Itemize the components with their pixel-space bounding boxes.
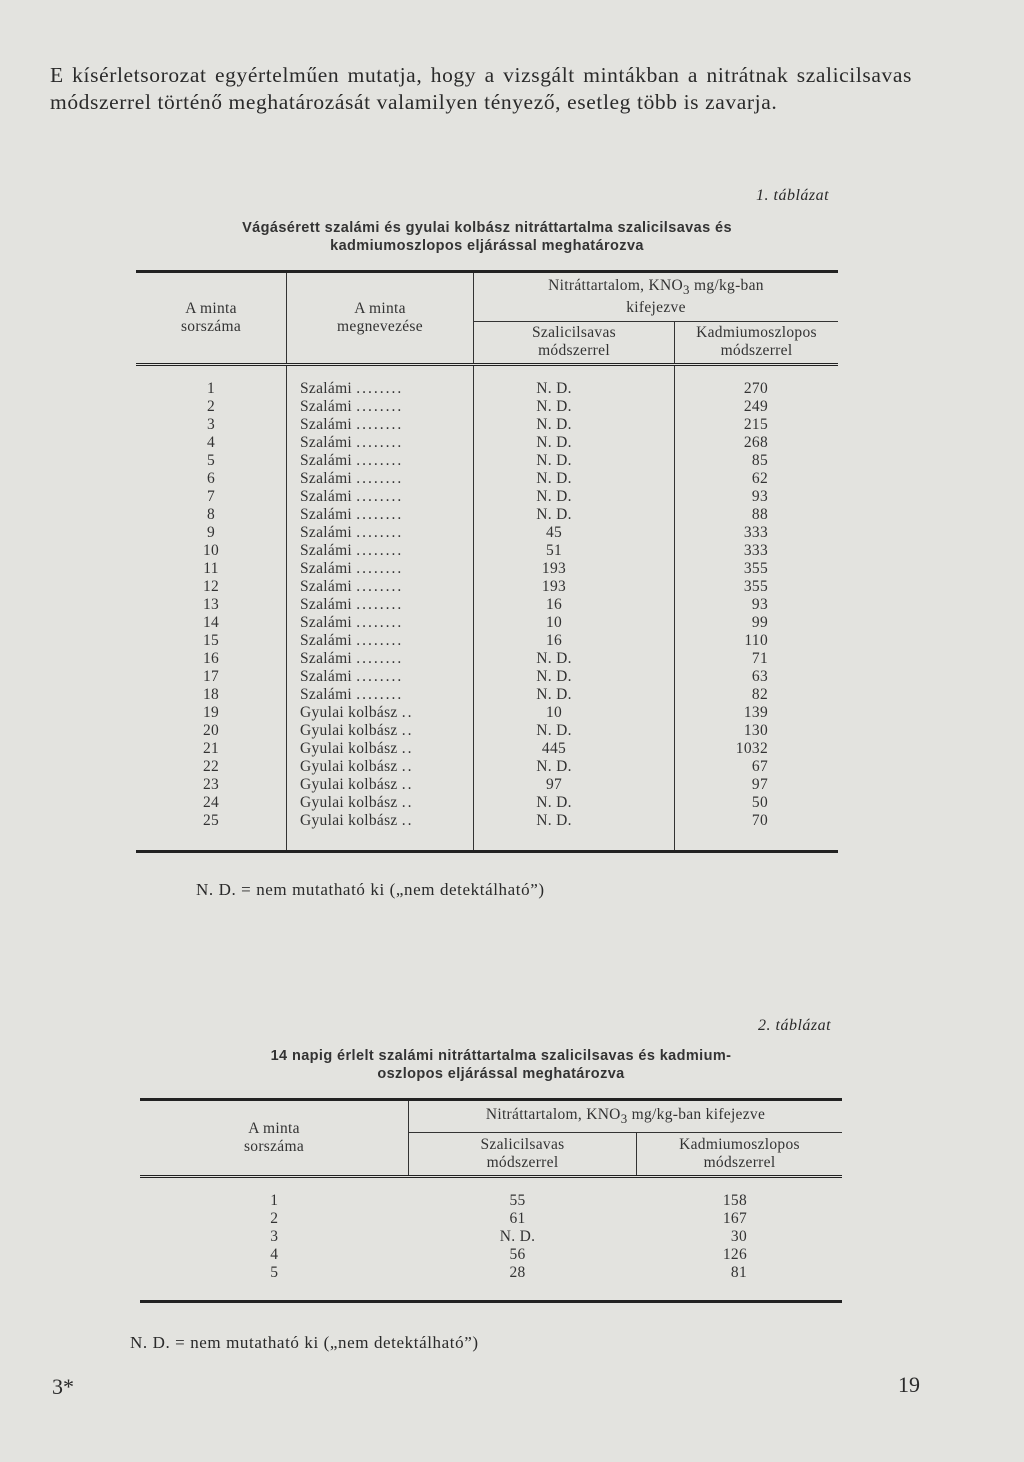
row-salicyl-value: 16 bbox=[474, 596, 675, 614]
table-row bbox=[136, 740, 838, 758]
row-cadmium-value: 93 bbox=[675, 596, 839, 614]
table-row bbox=[140, 1246, 842, 1264]
row-name-text: Szalámi bbox=[300, 668, 353, 685]
row-cadmium-value: 167 bbox=[722, 1210, 747, 1227]
row-salicyl-value: 28 bbox=[509, 1264, 526, 1281]
row-leader-dots: ........ bbox=[356, 434, 404, 451]
row-cadmium-value: 99 bbox=[675, 614, 839, 632]
row-salicyl-value: N. D. bbox=[474, 398, 675, 416]
row-name-text: Gyulai kolbász bbox=[300, 794, 398, 811]
table-row bbox=[140, 1177, 842, 1211]
row-cadmium-value: 355 bbox=[675, 578, 839, 596]
row-number: 20 bbox=[202, 722, 220, 739]
row-salicyl-value: N. D. bbox=[474, 470, 675, 488]
row-salicyl-value: N. D. bbox=[474, 668, 675, 686]
row-salicyl-value: N. D. bbox=[474, 650, 675, 668]
table2-group-header bbox=[409, 1100, 843, 1133]
row-name bbox=[287, 416, 474, 434]
table2-col-number-line2: sorszáma bbox=[243, 1138, 305, 1155]
row-number: 13 bbox=[202, 596, 220, 613]
table-row bbox=[136, 794, 838, 812]
table1-col-name bbox=[287, 272, 474, 365]
table-row bbox=[136, 632, 838, 650]
row-name-text: Szalámi bbox=[300, 434, 353, 451]
row-name bbox=[287, 686, 474, 704]
row-salicyl-value: N. D. bbox=[474, 452, 675, 470]
row-cadmium-value: 139 bbox=[675, 704, 839, 722]
row-leader-dots: .. bbox=[401, 794, 414, 811]
row-cadmium-value: 333 bbox=[675, 542, 839, 560]
row-name bbox=[287, 542, 474, 560]
table-row bbox=[140, 1228, 842, 1246]
row-salicyl-value: N. D. bbox=[474, 758, 675, 776]
row-cadmium-value: 270 bbox=[675, 365, 839, 399]
row-name bbox=[287, 365, 474, 399]
row-cadmium-value: 93 bbox=[675, 488, 839, 506]
table-row bbox=[136, 398, 838, 416]
row-name bbox=[287, 758, 474, 776]
row-leader-dots: .. bbox=[401, 776, 414, 793]
row-number: 18 bbox=[202, 686, 220, 703]
table2-body bbox=[140, 1177, 842, 1302]
row-salicyl-value: 51 bbox=[474, 542, 675, 560]
row-name-text: Gyulai kolbász bbox=[300, 758, 398, 775]
row-number: 25 bbox=[202, 812, 220, 829]
row-name-text: Szalámi bbox=[300, 686, 353, 703]
row-leader-dots: ........ bbox=[356, 632, 404, 649]
row-leader-dots: .. bbox=[401, 758, 414, 775]
row-name bbox=[287, 722, 474, 740]
table1-group-line2: kifejezve bbox=[626, 298, 686, 316]
row-cadmium-value: 85 bbox=[675, 452, 839, 470]
row-cadmium-value: 249 bbox=[675, 398, 839, 416]
row-number: 19 bbox=[202, 704, 220, 721]
table1-col-cadmium-line1: Kadmiumoszlopos bbox=[696, 324, 817, 342]
table-row bbox=[136, 722, 838, 740]
table1 bbox=[136, 270, 838, 853]
table-row bbox=[136, 524, 838, 542]
row-leader-dots: ........ bbox=[356, 488, 404, 505]
table1-group-post: mg/kg-ban bbox=[689, 276, 764, 294]
row-leader-dots: ........ bbox=[356, 578, 404, 595]
row-leader-dots: ........ bbox=[356, 668, 404, 685]
row-salicyl-value: 16 bbox=[474, 632, 675, 650]
row-cadmium-value: 30 bbox=[730, 1228, 747, 1245]
table-row bbox=[136, 488, 838, 506]
row-number: 5 bbox=[206, 452, 216, 469]
row-name-text: Szalámi bbox=[300, 470, 353, 487]
table1-col-cadmium bbox=[675, 321, 839, 364]
row-name bbox=[287, 434, 474, 452]
row-salicyl-value: 55 bbox=[509, 1192, 526, 1209]
row-cadmium-value: 70 bbox=[675, 812, 839, 852]
row-salicyl-value: N. D. bbox=[474, 416, 675, 434]
table1-col-salicyl bbox=[474, 321, 675, 364]
row-name-text: Szalámi bbox=[300, 596, 353, 613]
table-row bbox=[136, 470, 838, 488]
row-cadmium-value: 50 bbox=[675, 794, 839, 812]
row-cadmium-value: 130 bbox=[675, 722, 839, 740]
row-name bbox=[287, 668, 474, 686]
table-row bbox=[136, 365, 838, 399]
row-number: 3 bbox=[206, 416, 216, 433]
table2-title bbox=[196, 1047, 806, 1083]
row-number: 12 bbox=[202, 578, 220, 595]
row-cadmium-value: 63 bbox=[675, 668, 839, 686]
row-name-text: Szalámi bbox=[300, 542, 353, 559]
row-name bbox=[287, 632, 474, 650]
row-salicyl-value: N. D. bbox=[474, 722, 675, 740]
table-row bbox=[136, 668, 838, 686]
row-leader-dots: ........ bbox=[356, 614, 404, 631]
row-salicyl-value: N. D. bbox=[474, 434, 675, 452]
table2-col-salicyl bbox=[409, 1133, 637, 1177]
row-leader-dots: ........ bbox=[356, 560, 404, 577]
row-salicyl-value: 45 bbox=[474, 524, 675, 542]
row-name-text: Szalámi bbox=[300, 452, 353, 469]
table-row bbox=[136, 416, 838, 434]
table1-col-name-line2: megnevezése bbox=[337, 318, 423, 335]
row-leader-dots: ........ bbox=[356, 380, 404, 397]
table1-title bbox=[176, 219, 798, 255]
row-cadmium-value: 126 bbox=[722, 1246, 747, 1263]
row-name bbox=[287, 596, 474, 614]
row-name-text: Gyulai kolbász bbox=[300, 722, 398, 739]
row-number: 6 bbox=[206, 470, 216, 487]
row-leader-dots: ........ bbox=[356, 686, 404, 703]
table2-group-pre: Nitráttartalom, KNO bbox=[485, 1105, 621, 1123]
row-name bbox=[287, 506, 474, 524]
table2-group-sub: 3 bbox=[620, 1110, 628, 1126]
table1-title-line1: Vágásérett szalámi és gyulai kolbász nitráttartalma szalicilsavas és bbox=[242, 220, 732, 236]
row-number: 14 bbox=[202, 614, 220, 631]
table1-label: 1. táblázat bbox=[756, 187, 830, 204]
row-cadmium-value: 71 bbox=[675, 650, 839, 668]
row-leader-dots: .. bbox=[401, 704, 414, 721]
table-row bbox=[136, 776, 838, 794]
row-name-text: Gyulai kolbász bbox=[300, 704, 398, 721]
row-salicyl-value: N. D. bbox=[474, 812, 675, 852]
row-number: 4 bbox=[206, 434, 216, 451]
row-cadmium-value: 62 bbox=[675, 470, 839, 488]
table-row bbox=[136, 560, 838, 578]
row-number: 17 bbox=[202, 668, 220, 685]
row-name bbox=[287, 524, 474, 542]
row-name bbox=[287, 560, 474, 578]
row-number: 8 bbox=[206, 506, 216, 523]
table-row bbox=[136, 686, 838, 704]
row-number: 23 bbox=[202, 776, 220, 793]
row-salicyl-value: N. D. bbox=[474, 488, 675, 506]
row-number: 16 bbox=[202, 650, 220, 667]
row-name-text: Gyulai kolbász bbox=[300, 776, 398, 793]
table-row bbox=[136, 506, 838, 524]
row-leader-dots: .. bbox=[401, 740, 414, 757]
row-name bbox=[287, 650, 474, 668]
row-name bbox=[287, 812, 474, 852]
row-salicyl-value: 56 bbox=[509, 1246, 526, 1263]
row-leader-dots: ........ bbox=[356, 542, 404, 559]
row-cadmium-value: 82 bbox=[675, 686, 839, 704]
row-cadmium-value: 268 bbox=[675, 434, 839, 452]
row-salicyl-value: N. D. bbox=[474, 506, 675, 524]
table2-footnote: N. D. = nem mutatható ki („nem detektálható”) bbox=[130, 1333, 479, 1352]
table-row bbox=[136, 452, 838, 470]
row-cadmium-value: 1032 bbox=[675, 740, 839, 758]
row-name bbox=[287, 704, 474, 722]
row-name bbox=[287, 578, 474, 596]
row-name bbox=[287, 398, 474, 416]
table2-col-salicyl-line2: módszerrel bbox=[486, 1154, 559, 1172]
table1-col-number-line2: sorszáma bbox=[180, 318, 242, 335]
row-cadmium-value: 215 bbox=[675, 416, 839, 434]
table1-body bbox=[136, 365, 838, 852]
table1-col-salicyl-line2: módszerrel bbox=[538, 342, 610, 360]
table1-group-header bbox=[474, 272, 839, 322]
row-name bbox=[287, 740, 474, 758]
row-number: 24 bbox=[202, 794, 220, 811]
row-cadmium-value: 67 bbox=[675, 758, 839, 776]
row-salicyl-value: N. D. bbox=[474, 686, 675, 704]
table2-col-number bbox=[140, 1100, 409, 1177]
row-name-text: Szalámi bbox=[300, 650, 353, 667]
row-name bbox=[287, 470, 474, 488]
table-row bbox=[136, 614, 838, 632]
row-name-text: Szalámi bbox=[300, 578, 353, 595]
row-name bbox=[287, 794, 474, 812]
table2-col-cadmium-line1: Kadmiumoszlopos bbox=[679, 1136, 800, 1154]
table1-title-line2: kadmiumoszlopos eljárással meghatározva bbox=[330, 238, 644, 254]
table2-title-line2: oszlopos eljárással meghatározva bbox=[377, 1066, 625, 1082]
row-number: 2 bbox=[206, 398, 216, 415]
row-cadmium-value: 88 bbox=[675, 506, 839, 524]
row-name-text: Szalámi bbox=[300, 560, 353, 577]
table-row bbox=[136, 758, 838, 776]
row-leader-dots: ........ bbox=[356, 506, 404, 523]
row-cadmium-value: 333 bbox=[675, 524, 839, 542]
row-leader-dots: .. bbox=[401, 812, 414, 829]
row-salicyl-value: 10 bbox=[474, 704, 675, 722]
row-number: 2 bbox=[270, 1210, 279, 1227]
row-leader-dots: ........ bbox=[356, 650, 404, 667]
table2-group-post: mg/kg-ban kifejezve bbox=[627, 1105, 766, 1123]
table-row bbox=[140, 1210, 842, 1228]
table2-label: 2. táblázat bbox=[758, 1017, 832, 1034]
table2-title-line1: 14 napig érlelt szalámi nitráttartalma szalicilsavas és kadmium- bbox=[270, 1048, 732, 1064]
row-leader-dots: ........ bbox=[356, 452, 404, 469]
row-number: 15 bbox=[202, 632, 220, 649]
table-row bbox=[136, 650, 838, 668]
row-name bbox=[287, 488, 474, 506]
table1-col-number bbox=[136, 272, 287, 365]
table2-col-salicyl-line1: Szalicilsavas bbox=[480, 1136, 565, 1154]
row-salicyl-value: 445 bbox=[474, 740, 675, 758]
table-row bbox=[136, 596, 838, 614]
table2-col-number-line1: A minta bbox=[248, 1120, 300, 1137]
row-name bbox=[287, 614, 474, 632]
row-cadmium-value: 355 bbox=[675, 560, 839, 578]
table-row bbox=[136, 812, 838, 852]
row-leader-dots: ........ bbox=[356, 398, 404, 415]
row-name-text: Gyulai kolbász bbox=[300, 812, 398, 829]
row-name-text: Szalámi bbox=[300, 506, 353, 523]
row-leader-dots: .. bbox=[401, 722, 414, 739]
row-name bbox=[287, 776, 474, 794]
table-row bbox=[136, 704, 838, 722]
intro-paragraph: E kísérletsorozat egyértelműen mutatja, hogy a vizsgált mintákban a nitrátnak szalicilsavas módszerrel történő meghatározását valamilyen tényező, esetleg több is zavarja. bbox=[50, 63, 912, 114]
row-number: 4 bbox=[270, 1246, 279, 1263]
table1-col-number-line1: A minta bbox=[185, 300, 237, 317]
row-number: 5 bbox=[270, 1264, 279, 1281]
row-cadmium-value: 158 bbox=[722, 1192, 747, 1209]
row-number: 3 bbox=[270, 1228, 279, 1245]
table1-col-name-line1: A minta bbox=[354, 300, 406, 317]
row-name-text: Szalámi bbox=[300, 398, 353, 415]
row-leader-dots: ........ bbox=[356, 470, 404, 487]
table1-footnote: N. D. = nem mutatható ki („nem detektálható”) bbox=[196, 880, 545, 899]
row-leader-dots: ........ bbox=[356, 596, 404, 613]
row-number: 11 bbox=[203, 560, 219, 577]
row-name-text: Szalámi bbox=[300, 614, 353, 631]
table-row bbox=[140, 1264, 842, 1302]
row-number: 1 bbox=[206, 380, 216, 397]
row-salicyl-value: 193 bbox=[474, 578, 675, 596]
row-salicyl-value: N. D. bbox=[474, 794, 675, 812]
row-leader-dots: ........ bbox=[356, 416, 404, 433]
row-number: 7 bbox=[206, 488, 216, 505]
table1-col-salicyl-line1: Szalicilsavas bbox=[532, 324, 616, 342]
row-salicyl-value: 193 bbox=[474, 560, 675, 578]
row-salicyl-value: 97 bbox=[474, 776, 675, 794]
table2-col-cadmium-line2: módszerrel bbox=[703, 1154, 776, 1172]
table2-col-cadmium bbox=[637, 1133, 843, 1177]
page-number: 19 bbox=[898, 1372, 920, 1397]
table1-group-pre: Nitráttartalom, KNO bbox=[548, 276, 684, 294]
row-name-text: Szalámi bbox=[300, 488, 353, 505]
row-number: 1 bbox=[270, 1192, 279, 1209]
row-salicyl-value: N. D. bbox=[499, 1228, 536, 1245]
table1-group-line1 bbox=[474, 277, 838, 299]
row-name bbox=[287, 452, 474, 470]
row-salicyl-value: 10 bbox=[474, 614, 675, 632]
table-row bbox=[136, 434, 838, 452]
row-number: 9 bbox=[206, 524, 216, 541]
row-salicyl-value: 61 bbox=[509, 1210, 526, 1227]
row-name-text: Szalámi bbox=[300, 632, 353, 649]
row-name-text: Szalámi bbox=[300, 380, 353, 397]
table1-col-cadmium-line2: módszerrel bbox=[720, 342, 793, 360]
table1-group-sub: 3 bbox=[683, 281, 690, 297]
row-cadmium-value: 110 bbox=[675, 632, 839, 650]
row-name-text: Szalámi bbox=[300, 524, 353, 541]
row-cadmium-value: 81 bbox=[730, 1264, 747, 1281]
row-number: 21 bbox=[202, 740, 220, 757]
row-cadmium-value: 97 bbox=[675, 776, 839, 794]
row-name-text: Gyulai kolbász bbox=[300, 740, 398, 757]
row-number: 10 bbox=[202, 542, 220, 559]
table-row bbox=[136, 542, 838, 560]
signature-mark: 3* bbox=[52, 1374, 74, 1399]
row-salicyl-value: N. D. bbox=[474, 365, 675, 399]
row-number: 22 bbox=[202, 758, 220, 775]
row-name-text: Szalámi bbox=[300, 416, 353, 433]
table2 bbox=[140, 1098, 842, 1303]
row-leader-dots: ........ bbox=[356, 524, 404, 541]
table-row bbox=[136, 578, 838, 596]
